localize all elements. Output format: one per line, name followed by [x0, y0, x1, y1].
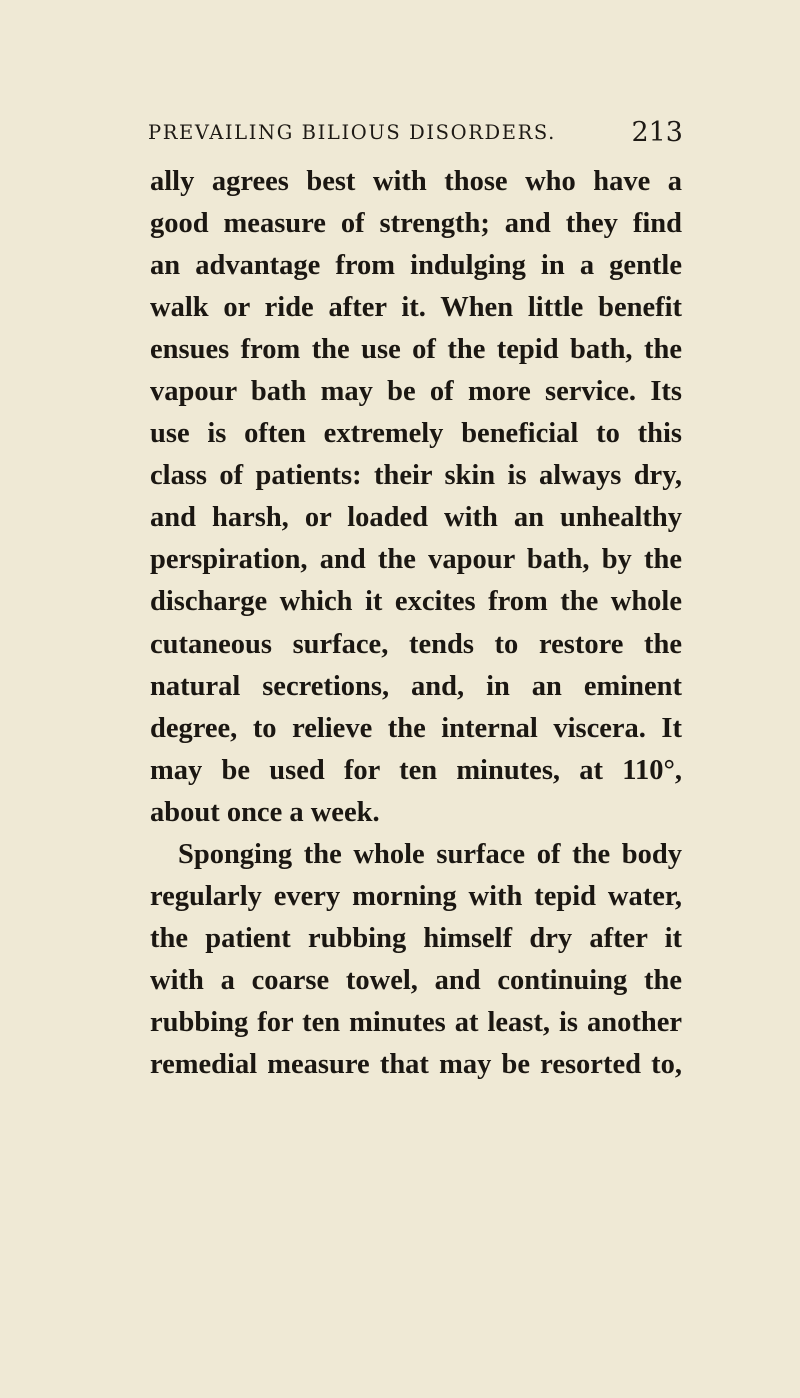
- page-number: 213: [631, 117, 683, 148]
- text-line: vapour bath may be of more service. Its: [150, 376, 682, 408]
- text-line: cutaneous surface, tends to restore the: [150, 628, 682, 660]
- text-line: ally agrees best with those who have a: [150, 166, 682, 197]
- text-line: an advantage from indulging in a gentle: [150, 250, 682, 282]
- text-line: perspiration, and the vapour bath, by the: [150, 544, 682, 576]
- text-line: ensues from the use of the tepid bath, the: [150, 334, 682, 366]
- text-line: good measure of strength; and they find: [150, 208, 682, 240]
- running-head: [148, 117, 683, 147]
- running-title: PREVAILING BILIOUS DISORDERS.: [148, 121, 556, 144]
- text-line: natural secretions, and, in an eminent: [150, 670, 682, 702]
- text-line: class of patients: their skin is always dry,: [150, 460, 682, 492]
- text-line: about once a week.: [150, 796, 380, 828]
- text-line: remedial measure that may be resorted to,: [150, 1048, 682, 1080]
- text-line: discharge which it excites from the whole: [150, 586, 682, 618]
- text-line: the patient rubbing himself dry after it: [150, 922, 682, 954]
- body-text: [150, 161, 682, 1086]
- text-line: use is often extremely beneficial to this: [150, 418, 682, 450]
- text-line: regularly every morning with tepid water,: [150, 880, 682, 912]
- paragraph-first-line: Sponging the whole surface of the body: [178, 838, 682, 870]
- text-line: degree, to relieve the internal viscera. It: [150, 712, 682, 744]
- text-line: may be used for ten minutes, at 110°,: [150, 754, 682, 786]
- text-line: with a coarse towel, and continuing the: [150, 964, 682, 996]
- text-line: walk or ride after it. When little benefit: [150, 292, 682, 324]
- text-line: rubbing for ten minutes at least, is another: [150, 1006, 682, 1038]
- text-line: and harsh, or loaded with an unhealthy: [150, 502, 682, 534]
